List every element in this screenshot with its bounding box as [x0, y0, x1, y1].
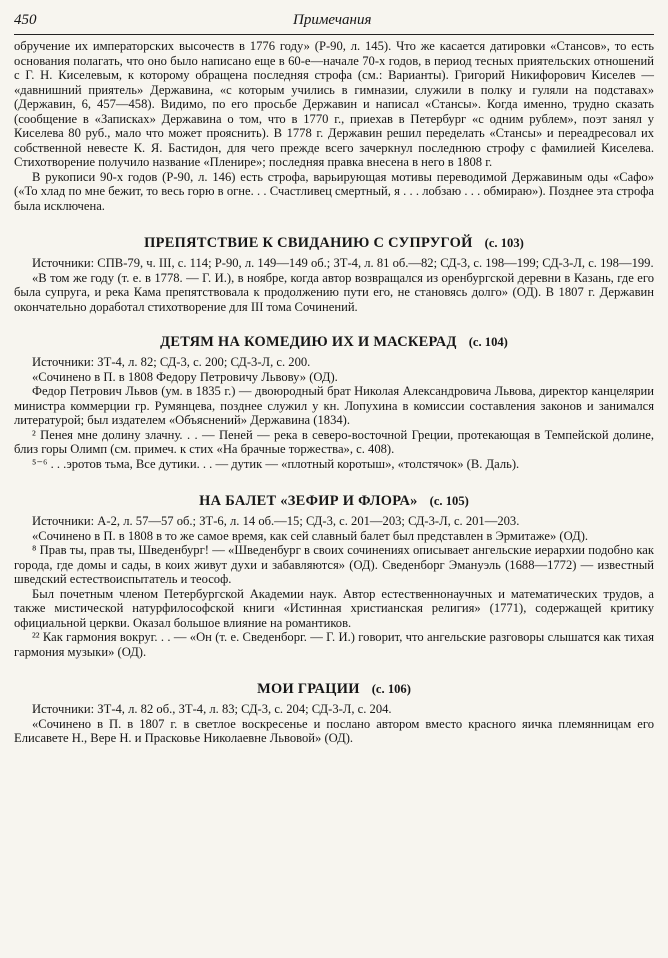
paragraph: Был почетным членом Петербургской Академии наук. Автор естественнонаучных и математических трудов, а также мистической натурфилософской книги «Истинная христианская религия» (1771), содержащей критику официальной церкви. Оказал большое влияние на романтиков.	[14, 586, 654, 630]
paragraph: «Сочинено в П. в 1808 Федору Петровичу Львову» (ОД).	[32, 369, 338, 384]
running-title: Примечания	[293, 12, 372, 28]
paragraph: обручение их императорских высочеств в 1776 году» (Р-90, л. 145). Что же касается датировки «Стансов», то есть основания полагать, что оно было написано еще в 60-е—начале 70-х годов, в период тесных приятельских отношений с Г. Н. Киселевым, к которому обращена последняя строфа (см.: Варианты). Григорий Никифорович Киселев — «давнишний приятель» Державина, «с которым учились в гимназии, служили в полку и гуляли на подставах» (Державин, 6, 457—458). Видимо, по его просьбе Державин и написал «Стансы». Когда именно, трудно сказать (сообщение в «Записках» Державина о том, что в 1770 г., приехав в Петербург «с одним рублем», поэт занял у Киселева 80 руб., мало что может прояснить). В 1778 г. Державин решил переделать «Стансы» и переадресовал их собственной невесте К. Я. Бастидон, для чего прежде всего зачеркнул последнюю строфу с фамилией Киселева. Стихотворение получило название «Пленире»; последняя правка внесена в него в 1808 г.	[14, 39, 654, 169]
section-heading	[14, 681, 654, 698]
section-notes	[14, 702, 654, 746]
section-notes	[14, 514, 654, 659]
paragraph: «Сочинено в П. в 1807 г. в светлое воскресенье и послано автором вместо красного яичка племянницам его Елисавете Н., Вере Н. и Прасковье Николаевне Львовой» (ОД).	[14, 716, 654, 745]
section-notes	[14, 256, 654, 314]
section-title: МОИ ГРАЦИИ	[257, 681, 360, 697]
section-title: ПРЕПЯТСТВИЕ К СВИДАНИЮ С СУПРУГОЙ	[144, 235, 473, 251]
section-heading	[14, 235, 654, 252]
sources-paragraph: Источники: ЗТ-4, л. 82 об., ЗТ-4, л. 83; СД-3, с. 204; СД-3-Л, с. 204.	[32, 702, 392, 716]
sources-paragraph: Источники: А-2, л. 57—57 об.; ЗТ-6, л. 14 об.—15; СД-3, с. 201—203; СД-3-Л, с. 201—203.	[32, 514, 520, 528]
section-page-ref: (с. 106)	[371, 682, 411, 696]
paragraph: В рукописи 90-х годов (Р-90, л. 146) есть строфа, варьирующая мотивы переводимой Державиным оды «Сафо» («То хлад по мне бежит, то весь горю в огне. . . Счастливец смертный, я . . . лобзаю . . . обмираю»). Позднее эта строфа была исключена.	[14, 169, 654, 213]
paragraph: «Сочинено в П. в 1808 в то же самое время, как сей славный балет был представлен в Эрмитаже» (ОД).	[32, 528, 589, 543]
section-heading	[14, 334, 654, 351]
intro-notes	[14, 39, 654, 213]
section-page-ref: (с. 104)	[468, 335, 508, 349]
sources-paragraph: Источники: ЗТ-4, л. 82; СД-3, с. 200; СД-3-Л, с. 200.	[32, 355, 311, 369]
section-notes	[14, 355, 654, 471]
footnote-paragraph: ² Пенея мне долину злачну. . . — Пеней — река в северо-восточной Греции, протекающая в Темпейской долине, близ горы Олимп (см. примеч. к стих «На брачные торжества», с. 408).	[14, 427, 654, 456]
paragraph: «В том же году (т. е. в 1778. — Г. И.), в ноябре, когда автор возвращался из оренбургской деревни в Казань, где его была супруга, и река Камa препятствовала к продолжению пути его, не становясь долго» (ОД). В 1807 г. Державин окончательно доработал стихотворение для III тома Сочинений.	[14, 270, 654, 314]
section-page-ref: (с. 103)	[484, 236, 524, 250]
section-page-ref: (с. 105)	[429, 494, 469, 508]
footnote-paragraph: ⁸ Прав ты, прав ты, Шведенбург! — «Шведенбург в своих сочинениях описывает ангельские иерархии подобно как города, где домы и сады, в коих живут духи и забавляются» (ОД). Сведенборг Эмануэль (1688—1772) — известный шведский естествоиспытатель и теософ.	[14, 543, 654, 586]
paragraph: Федор Петрович Львов (ум. в 1835 г.) — двоюродный брат Николая Александровича Львова, директор канцелярии министра коммерции гр. Румянцева, позднее служил у кн. Лопухина в комиссии составления законов и занимался литературой; был издателем «Объяснений» Державина (1834).	[14, 384, 654, 427]
section-title: НА БАЛЕТ «ЗЕФИР И ФЛОРА»	[199, 493, 418, 509]
sources-paragraph: Источники: СПВ-79, ч. III, с. 114; Р-90, л. 149—149 об.; ЗТ-4, л. 81 об.—82; СД-3, с. 198—199; СД-3-Л, с. 198—199.	[32, 256, 654, 270]
running-header	[14, 12, 654, 35]
section-title: ДЕТЯМ НА КОМЕДИЮ ИХ И МАСКЕРАД	[160, 334, 457, 350]
page-number: 450	[14, 12, 37, 28]
footnote-paragraph: ⁵⁻⁶ . . .эротов тьма, Все дутики. . . — дутик — «плотный коротыш», «толстячок» (В. Даль).	[32, 456, 520, 471]
section-heading	[14, 493, 654, 510]
footnote-paragraph: ²² Как гармония вокруг. . . — «Он (т. е. Сведенборг. — Г. И.) говорит, что ангельские разговоры слышатся как тихая гармония музыки» (ОД).	[14, 630, 654, 659]
